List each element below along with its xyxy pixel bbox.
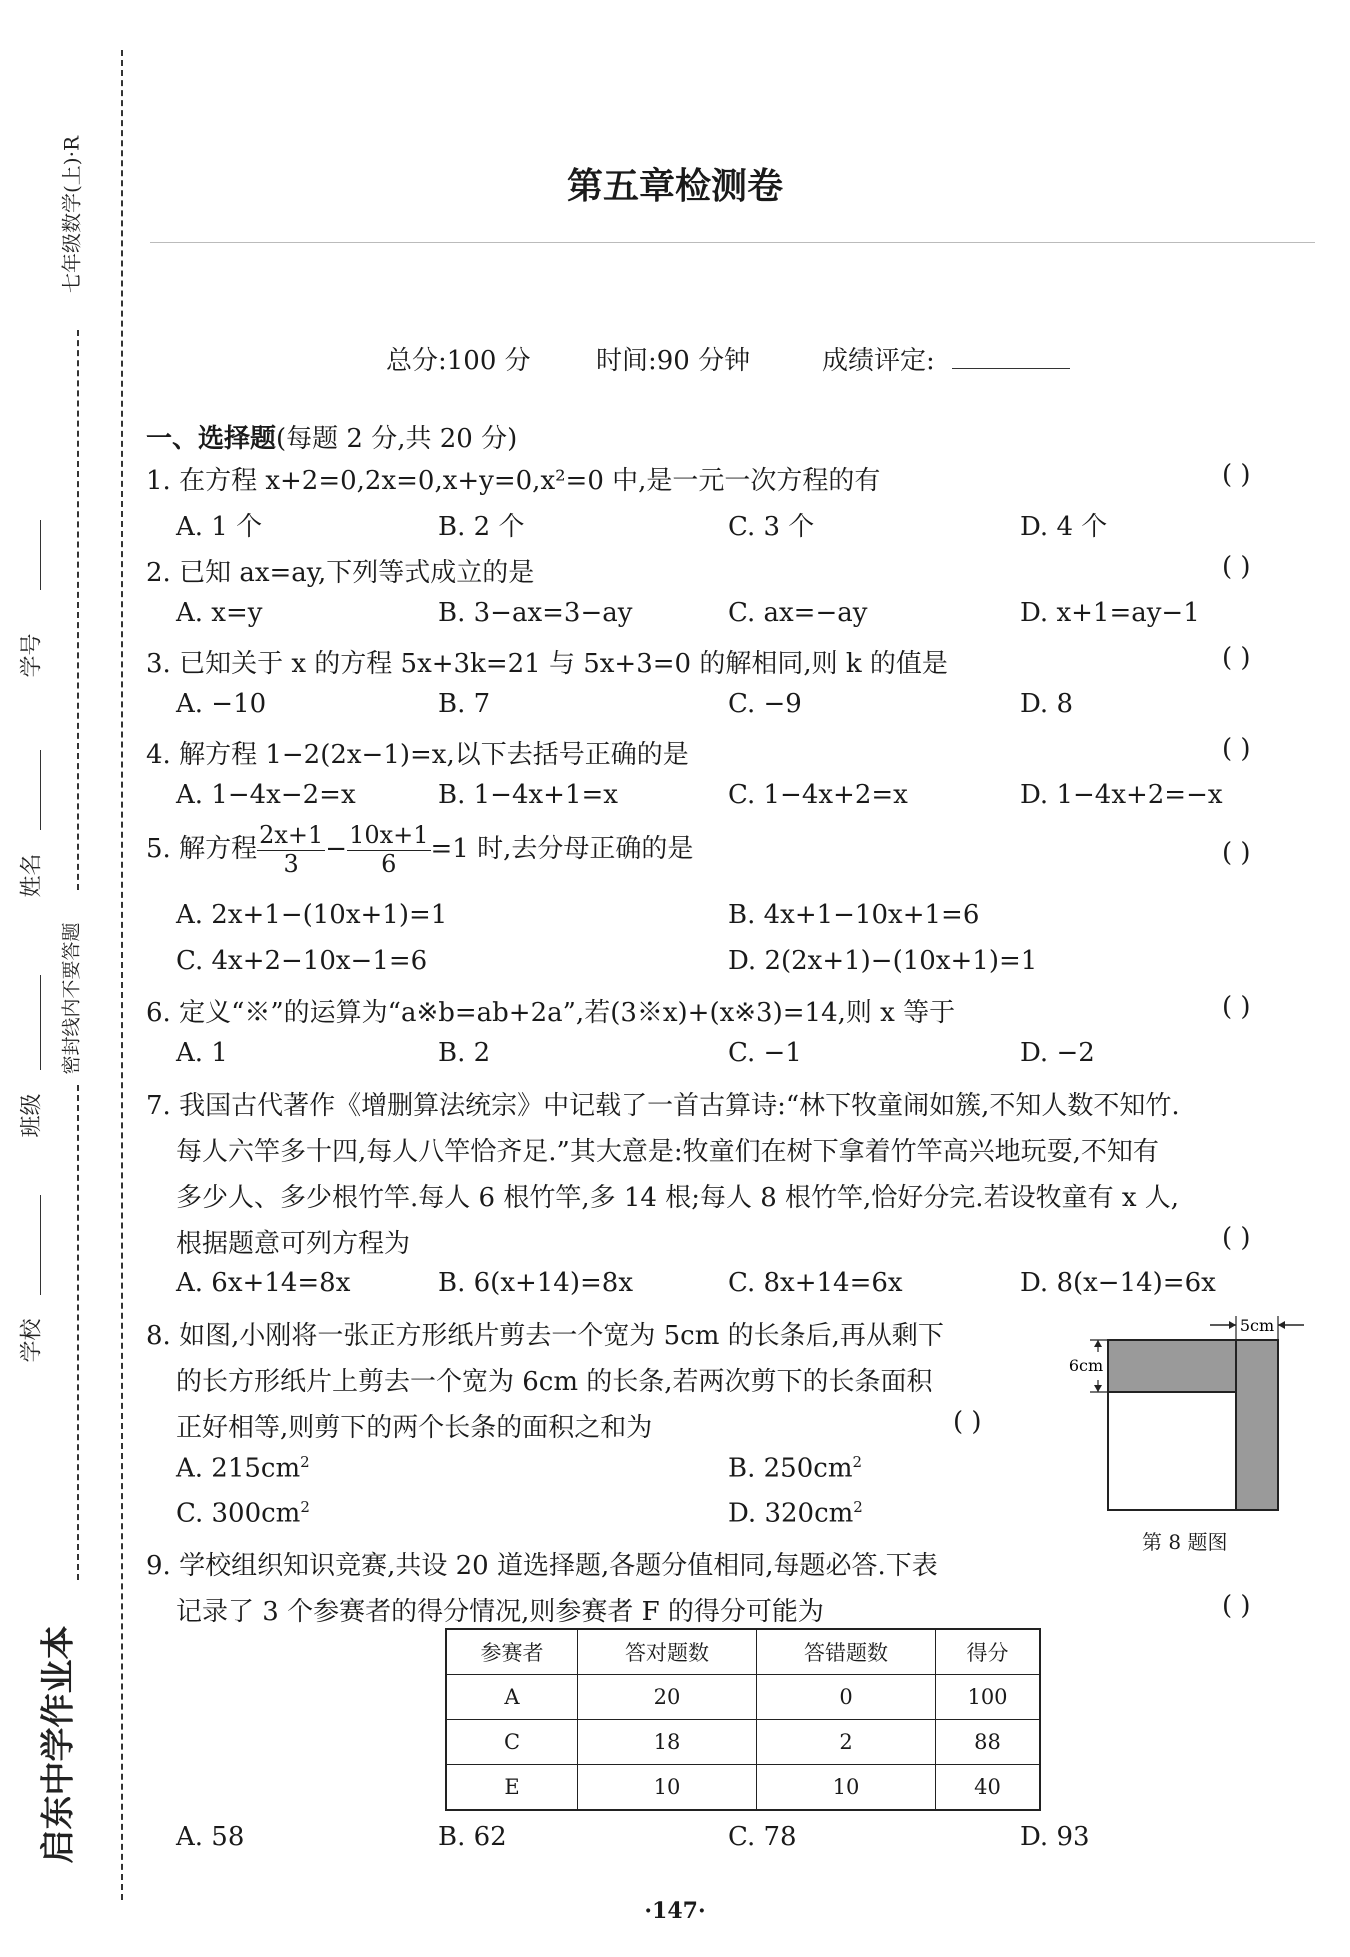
q3-option-d[interactable]: D. 8 [1020,689,1073,719]
seal-dashed-line-upper [77,330,79,890]
answer-paren-4[interactable]: ( ) [1222,734,1251,764]
q2-option-c[interactable]: C. ax=−ay [728,598,868,628]
q6-option-a[interactable]: A. 1 [176,1038,228,1068]
q3-option-a[interactable]: A. −10 [176,689,267,719]
cell-correct: 10 [578,1765,757,1811]
q1-option-a[interactable]: A. 1 个 [176,512,263,542]
q5-frac1-denominator: 3 [283,849,299,878]
q8-option-b[interactable] [728,1453,862,1484]
header-score: 得分 [936,1629,1041,1675]
q9-option-a[interactable]: A. 58 [176,1822,245,1852]
answer-paren-8[interactable]: ( ) [953,1407,982,1437]
q4-option-a[interactable]: A. 1−4x−2=x [176,780,356,810]
q4-option-b[interactable]: B. 1−4x+1=x [438,780,618,810]
binding-dashed-line [121,50,123,1900]
q5-frac2-denominator: 6 [381,849,397,878]
q8-option-a-text: A. 215cm [176,1453,301,1484]
cell-score: 100 [936,1675,1041,1720]
cell-contestant: C [446,1720,578,1765]
q5-minus: − [325,834,348,865]
answer-paren-9[interactable]: ( ) [1222,1591,1251,1621]
cell-contestant: E [446,1765,578,1811]
field-class-line[interactable] [40,975,41,1070]
arrow-5-left-head [1229,1321,1236,1329]
cell-wrong: 0 [757,1675,936,1720]
q8-figure [1060,1310,1320,1520]
arrow-6-top-head [1094,1340,1102,1347]
q6-option-b[interactable]: B. 2 [438,1038,491,1068]
q5-prefix: 5. 解方程 [146,834,258,865]
cell-wrong: 10 [757,1765,936,1811]
question-9-line-1: 9. 学校组织知识竞赛,共设 20 道选择题,各题分值相同,每题必答.下表 [146,1551,938,1581]
question-7-line-2: 每人六竿多十四,每人八竿恰齐足.”其大意是:牧童们在树下拿着竹竿高兴地玩耍,不知有 [176,1137,1159,1167]
section-title: 一、选择题 [146,424,277,454]
table-row [446,1765,1040,1811]
q5-fraction-1 [257,822,325,878]
q5-frac2-numerator: 10x+1 [349,821,429,849]
question-7-line-3: 多少人、多少根竹竿.每人 6 根竹竿,多 14 根;每人 8 根竹竿,恰好分完.若设牧童有 x 人, [176,1183,1180,1213]
header-contestant: 参赛者 [446,1629,578,1675]
question-7-line-1: 7. 我国古代著作《增删算法统宗》中记载了一首古算诗:“林下牧童闹如簇,不知人数不知竹. [146,1091,1180,1121]
section-note: (每题 2 分,共 20 分) [276,424,518,454]
field-student-id-line[interactable] [40,520,41,590]
header-wrong: 答错题数 [757,1629,936,1675]
q8-option-b-exponent: 2 [852,1453,863,1471]
q5-option-c[interactable]: C. 4x+2−10x−1=6 [176,946,428,976]
q7-option-b[interactable]: B. 6(x+14)=8x [438,1268,633,1298]
q9-option-b[interactable]: B. 62 [438,1822,507,1852]
q8-option-b-text: B. 250cm [728,1453,853,1484]
header-correct: 答对题数 [578,1629,757,1675]
strip-5cm [1236,1340,1278,1510]
book-label: 七年级数学(上)·R [59,135,84,294]
seal-label: 密封线内不要答题 [60,922,83,1075]
grade-label: 成绩评定: [822,346,935,376]
q7-option-a[interactable]: A. 6x+14=8x [176,1268,351,1298]
field-name-line[interactable] [40,750,41,830]
table-row [446,1675,1040,1720]
score-table [445,1628,1041,1811]
q8-option-d-text: D. 320cm [728,1498,854,1529]
q9-option-c[interactable]: C. 78 [728,1822,797,1852]
title-rule [150,242,1315,243]
table-row [446,1720,1040,1765]
cell-score: 40 [936,1765,1041,1811]
field-school-label: 学校 [19,1318,45,1363]
grade-blank[interactable] [952,368,1070,369]
q6-option-c[interactable]: C. −1 [728,1038,802,1068]
field-name-label: 姓名 [19,853,45,898]
question-7-line-4: 根据题意可列方程为 [176,1229,411,1259]
q1-option-b[interactable]: B. 2 个 [438,512,525,542]
answer-paren-1[interactable]: ( ) [1222,460,1251,490]
cell-wrong: 2 [757,1720,936,1765]
question-2-stem: 2. 已知 ax=ay,下列等式成立的是 [146,558,535,588]
q5-fraction-2 [347,822,430,878]
cell-correct: 20 [578,1675,757,1720]
q8-option-a-exponent: 2 [300,1453,310,1471]
seal-dashed-line-lower [77,1085,79,1580]
section-heading [146,418,517,455]
question-3-stem: 3. 已知关于 x 的方程 5x+3k=21 与 5x+3=0 的解相同,则 k 的值是 [146,649,948,679]
cell-correct: 18 [578,1720,757,1765]
question-8-line-3: 正好相等,则剪下的两个长条的面积之和为 [176,1413,653,1443]
arrow-5-right-head [1278,1321,1285,1329]
q2-option-a[interactable]: A. x=y [176,598,263,628]
question-5-stem [146,822,693,878]
q3-option-c[interactable]: C. −9 [728,689,802,719]
q4-option-c[interactable]: C. 1−4x+2=x [728,780,908,810]
q8-option-c[interactable] [176,1498,310,1529]
q2-option-b[interactable]: B. 3−ax=3−ay [438,598,633,628]
q5-suffix: =1 时,去分母正确的是 [430,834,694,865]
q9-option-d[interactable]: D. 93 [1020,1822,1090,1852]
q7-option-c[interactable]: C. 8x+14=6x [728,1268,903,1298]
figure-caption: 第 8 题图 [1142,1530,1228,1554]
page-title: 第五章检测卷 [566,166,783,207]
q3-option-b[interactable]: B. 7 [438,689,491,719]
arrow-6-bottom-head [1094,1385,1102,1392]
q1-option-c[interactable]: C. 3 个 [728,512,815,542]
answer-paren-6[interactable]: ( ) [1222,992,1251,1022]
field-class-label: 班级 [19,1093,45,1138]
q1-option-d[interactable]: D. 4 个 [1020,512,1108,542]
table-header-row [446,1629,1040,1675]
question-8-line-1: 8. 如图,小刚将一张正方形纸片剪去一个宽为 5cm 的长条后,再从剩下 [146,1321,944,1351]
q4-option-d[interactable]: D. 1−4x+2=−x [1020,780,1223,810]
label-6cm: 6cm [1068,1356,1104,1375]
page-number: ·147· [644,1898,706,1924]
question-4-stem: 4. 解方程 1−2(2x−1)=x,以下去括号正确的是 [146,740,689,770]
q8-option-a[interactable] [176,1453,310,1484]
q7-option-d[interactable]: D. 8(x−14)=6x [1020,1268,1216,1298]
cell-contestant: A [446,1675,578,1720]
q8-option-c-exponent: 2 [300,1498,310,1516]
q8-option-d-exponent: 2 [853,1498,863,1516]
field-student-id-label: 学号 [19,633,45,678]
answer-paren-5[interactable]: ( ) [1222,838,1251,868]
q6-option-d[interactable]: D. −2 [1020,1038,1095,1068]
field-school-line[interactable] [40,1195,41,1295]
answer-paren-7[interactable]: ( ) [1222,1223,1251,1253]
q5-option-b[interactable]: B. 4x+1−10x+1=6 [728,900,980,930]
cell-score: 88 [936,1720,1041,1765]
question-1-stem: 1. 在方程 x+2=0,2x=0,x+y=0,x²=0 中,是一元一次方程的有 [146,466,881,496]
q8-option-d[interactable] [728,1498,863,1529]
question-6-stem: 6. 定义“※”的运算为“a※b=ab+2a”,若(3※x)+(x※3)=14,则 x 等于 [146,998,956,1028]
q8-option-c-text: C. 300cm [176,1498,301,1529]
answer-paren-3[interactable]: ( ) [1222,643,1251,673]
q5-option-a[interactable]: A. 2x+1−(10x+1)=1 [176,900,448,930]
q5-option-d[interactable]: D. 2(2x+1)−(10x+1)=1 [728,946,1038,976]
strip-6cm [1108,1340,1236,1392]
total-score: 总分:100 分 [386,346,531,376]
question-8-line-2: 的长方形纸片上剪去一个宽为 6cm 的长条,若两次剪下的长条面积 [176,1367,933,1397]
answer-paren-2[interactable]: ( ) [1222,552,1251,582]
q5-frac1-numerator: 2x+1 [259,821,324,849]
time-limit: 时间:90 分钟 [596,346,751,376]
label-5cm: 5cm [1239,1316,1275,1335]
series-name: 启东中学作业本 [38,1625,79,1864]
question-9-line-2: 记录了 3 个参赛者的得分情况,则参赛者 F 的得分可能为 [176,1597,824,1627]
q2-option-d[interactable]: D. x+1=ay−1 [1020,598,1200,628]
